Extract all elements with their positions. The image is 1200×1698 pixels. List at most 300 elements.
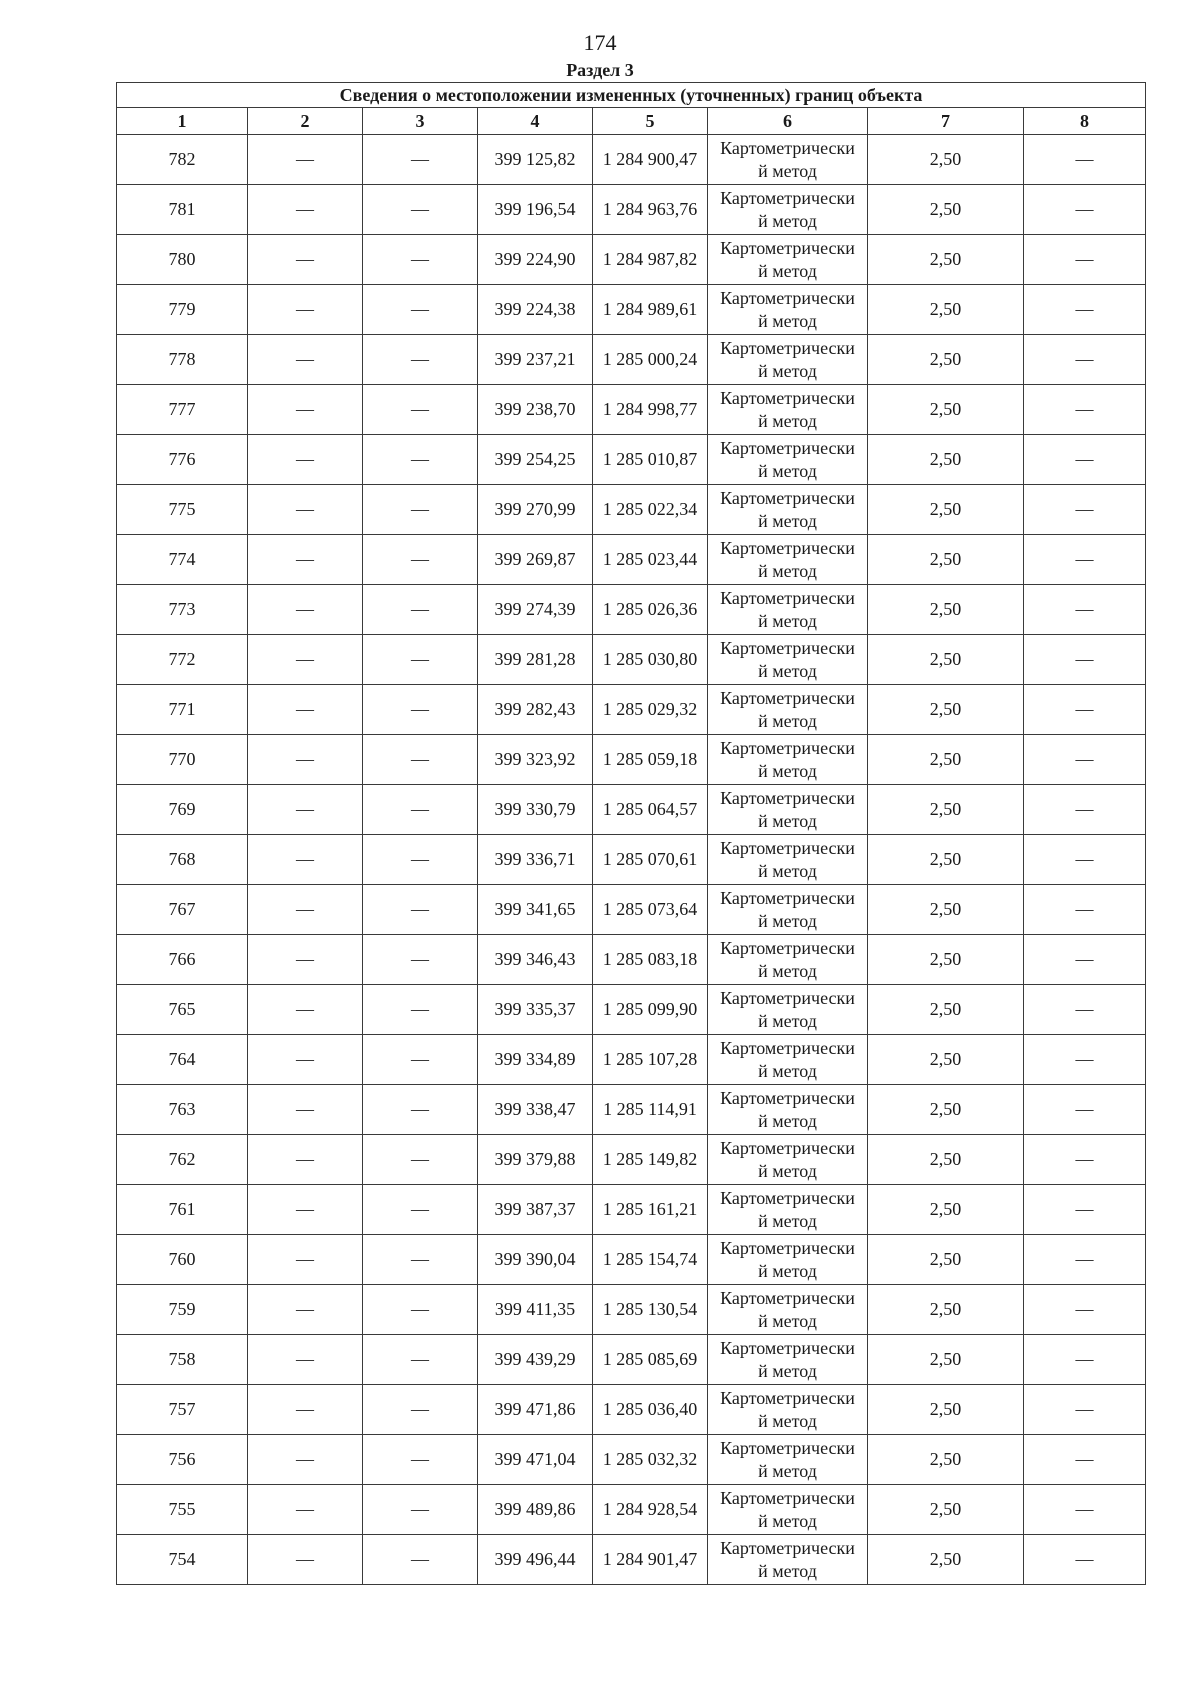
method-cell <box>708 535 868 585</box>
column-8-cell: — <box>1024 935 1146 985</box>
column-8-cell: — <box>1024 485 1146 535</box>
y-coordinate-cell: 1 285 161,21 <box>593 1185 708 1235</box>
accuracy-cell: 2,50 <box>868 1235 1024 1285</box>
column-3-cell: — <box>363 185 478 235</box>
method-cell <box>708 485 868 535</box>
table-body <box>117 135 1146 1585</box>
column-3-cell: — <box>363 685 478 735</box>
page-number: 174 <box>583 30 617 55</box>
column-3-cell: — <box>363 385 478 435</box>
method-cell <box>708 785 868 835</box>
table-row <box>117 585 1146 635</box>
point-number-cell: 761 <box>117 1185 248 1235</box>
method-cell <box>708 935 868 985</box>
column-8-cell: — <box>1024 1035 1146 1085</box>
y-coordinate-cell: 1 285 099,90 <box>593 985 708 1035</box>
column-2-cell: — <box>248 535 363 585</box>
method-line-1: Картометрически <box>720 287 855 308</box>
method-line-1: Картометрически <box>720 1237 855 1258</box>
y-coordinate-cell: 1 285 032,32 <box>593 1435 708 1485</box>
accuracy-cell: 2,50 <box>868 685 1024 735</box>
column-2-cell: — <box>248 1335 363 1385</box>
x-coordinate-cell: 399 274,39 <box>478 585 593 635</box>
method-line-1: Картометрически <box>720 637 855 658</box>
column-header: 4 <box>478 108 593 135</box>
point-number-cell: 772 <box>117 635 248 685</box>
column-8-cell: — <box>1024 335 1146 385</box>
column-3-cell: — <box>363 1285 478 1335</box>
table-row <box>117 1435 1146 1485</box>
method-line-2: й метод <box>758 310 817 331</box>
method-line-2: й метод <box>758 1060 817 1081</box>
y-coordinate-cell: 1 284 928,54 <box>593 1485 708 1535</box>
accuracy-cell: 2,50 <box>868 1535 1024 1585</box>
point-number-cell: 758 <box>117 1335 248 1385</box>
point-number-cell: 771 <box>117 685 248 735</box>
column-8-cell: — <box>1024 435 1146 485</box>
column-3-cell: — <box>363 235 478 285</box>
method-line-2: й метод <box>758 910 817 931</box>
y-coordinate-cell: 1 284 998,77 <box>593 385 708 435</box>
point-number-cell: 775 <box>117 485 248 535</box>
point-number-cell: 754 <box>117 1535 248 1585</box>
y-coordinate-cell: 1 285 023,44 <box>593 535 708 585</box>
column-3-cell: — <box>363 585 478 635</box>
x-coordinate-cell: 399 224,90 <box>478 235 593 285</box>
method-line-2: й метод <box>758 810 817 831</box>
accuracy-cell: 2,50 <box>868 235 1024 285</box>
method-cell <box>708 1035 868 1085</box>
method-line-2: й метод <box>758 160 817 181</box>
accuracy-cell: 2,50 <box>868 1385 1024 1435</box>
point-number-cell: 760 <box>117 1235 248 1285</box>
column-3-cell: — <box>363 285 478 335</box>
method-cell <box>708 885 868 935</box>
table-row <box>117 135 1146 185</box>
x-coordinate-cell: 399 281,28 <box>478 635 593 685</box>
x-coordinate-cell: 399 387,37 <box>478 1185 593 1235</box>
y-coordinate-cell: 1 285 059,18 <box>593 735 708 785</box>
x-coordinate-cell: 399 338,47 <box>478 1085 593 1135</box>
column-8-cell: — <box>1024 585 1146 635</box>
column-3-cell: — <box>363 1535 478 1585</box>
column-2-cell: — <box>248 1385 363 1435</box>
point-number-cell: 759 <box>117 1285 248 1335</box>
method-cell <box>708 1235 868 1285</box>
method-line-2: й метод <box>758 1260 817 1281</box>
column-8-cell: — <box>1024 135 1146 185</box>
method-line-1: Картометрически <box>720 937 855 958</box>
column-header: 5 <box>593 108 708 135</box>
column-2-cell: — <box>248 385 363 435</box>
column-3-cell: — <box>363 985 478 1035</box>
column-8-cell: — <box>1024 185 1146 235</box>
method-line-1: Картометрически <box>720 1537 855 1558</box>
y-coordinate-cell: 1 285 154,74 <box>593 1235 708 1285</box>
method-line-1: Картометрически <box>720 137 855 158</box>
x-coordinate-cell: 399 270,99 <box>478 485 593 535</box>
point-number-cell: 767 <box>117 885 248 935</box>
point-number-cell: 778 <box>117 335 248 385</box>
y-coordinate-cell: 1 285 026,36 <box>593 585 708 635</box>
column-3-cell: — <box>363 485 478 535</box>
method-line-2: й метод <box>758 960 817 981</box>
column-2-cell: — <box>248 135 363 185</box>
y-coordinate-cell: 1 285 000,24 <box>593 335 708 385</box>
x-coordinate-cell: 399 269,87 <box>478 535 593 585</box>
x-coordinate-cell: 399 471,86 <box>478 1385 593 1435</box>
method-line-1: Картометрически <box>720 787 855 808</box>
column-header: 2 <box>248 108 363 135</box>
method-line-1: Картометрически <box>720 537 855 558</box>
point-number-cell: 780 <box>117 235 248 285</box>
column-header: 8 <box>1024 108 1146 135</box>
column-8-cell: — <box>1024 1085 1146 1135</box>
method-cell <box>708 435 868 485</box>
method-cell <box>708 335 868 385</box>
x-coordinate-cell: 399 238,70 <box>478 385 593 435</box>
point-number-cell: 756 <box>117 1435 248 1485</box>
table-row <box>117 735 1146 785</box>
method-line-1: Картометрически <box>720 1287 855 1308</box>
column-3-cell: — <box>363 1435 478 1485</box>
method-cell <box>708 735 868 785</box>
column-3-cell: — <box>363 1385 478 1435</box>
column-2-cell: — <box>248 885 363 935</box>
method-line-2: й метод <box>758 1510 817 1531</box>
table-caption: Сведения о местоположении измененных (уточненных) границ объекта <box>117 83 1146 108</box>
y-coordinate-cell: 1 285 010,87 <box>593 435 708 485</box>
column-2-cell: — <box>248 285 363 335</box>
method-line-2: й метод <box>758 360 817 381</box>
column-3-cell: — <box>363 1135 478 1185</box>
x-coordinate-cell: 399 334,89 <box>478 1035 593 1085</box>
method-cell <box>708 1085 868 1135</box>
method-cell <box>708 1435 868 1485</box>
method-line-1: Картометрически <box>720 1337 855 1358</box>
x-coordinate-cell: 399 282,43 <box>478 685 593 735</box>
accuracy-cell: 2,50 <box>868 1435 1024 1485</box>
method-line-2: й метод <box>758 1210 817 1231</box>
table-row <box>117 1485 1146 1535</box>
accuracy-cell: 2,50 <box>868 1485 1024 1535</box>
y-coordinate-cell: 1 284 963,76 <box>593 185 708 235</box>
x-coordinate-cell: 399 224,38 <box>478 285 593 335</box>
column-3-cell: — <box>363 885 478 935</box>
method-line-1: Картометрически <box>720 237 855 258</box>
column-8-cell: — <box>1024 835 1146 885</box>
table-row <box>117 185 1146 235</box>
method-cell <box>708 985 868 1035</box>
x-coordinate-cell: 399 254,25 <box>478 435 593 485</box>
method-line-1: Картометрически <box>720 1137 855 1158</box>
method-cell <box>708 635 868 685</box>
column-3-cell: — <box>363 1185 478 1235</box>
x-coordinate-cell: 399 379,88 <box>478 1135 593 1185</box>
column-8-cell: — <box>1024 1185 1146 1235</box>
column-2-cell: — <box>248 985 363 1035</box>
method-cell <box>708 1385 868 1435</box>
method-cell <box>708 385 868 435</box>
method-line-2: й метод <box>758 1010 817 1031</box>
x-coordinate-cell: 399 411,35 <box>478 1285 593 1335</box>
column-8-cell: — <box>1024 235 1146 285</box>
y-coordinate-cell: 1 284 987,82 <box>593 235 708 285</box>
coordinates-table <box>116 82 1146 1585</box>
column-2-cell: — <box>248 235 363 285</box>
column-3-cell: — <box>363 1035 478 1085</box>
table-row <box>117 1085 1146 1135</box>
y-coordinate-cell: 1 285 073,64 <box>593 885 708 935</box>
accuracy-cell: 2,50 <box>868 885 1024 935</box>
column-2-cell: — <box>248 485 363 535</box>
accuracy-cell: 2,50 <box>868 285 1024 335</box>
table-row <box>117 1135 1146 1185</box>
column-3-cell: — <box>363 435 478 485</box>
method-line-1: Картометрически <box>720 987 855 1008</box>
column-8-cell: — <box>1024 285 1146 335</box>
column-8-cell: — <box>1024 785 1146 835</box>
point-number-cell: 782 <box>117 135 248 185</box>
column-3-cell: — <box>363 335 478 385</box>
method-line-2: й метод <box>758 1460 817 1481</box>
accuracy-cell: 2,50 <box>868 135 1024 185</box>
y-coordinate-cell: 1 285 029,32 <box>593 685 708 735</box>
accuracy-cell: 2,50 <box>868 785 1024 835</box>
accuracy-cell: 2,50 <box>868 535 1024 585</box>
x-coordinate-cell: 399 471,04 <box>478 1435 593 1485</box>
method-line-2: й метод <box>758 210 817 231</box>
column-8-cell: — <box>1024 1285 1146 1335</box>
accuracy-cell: 2,50 <box>868 835 1024 885</box>
x-coordinate-cell: 399 125,82 <box>478 135 593 185</box>
x-coordinate-cell: 399 336,71 <box>478 835 593 885</box>
table-row <box>117 1385 1146 1435</box>
x-coordinate-cell: 399 489,86 <box>478 1485 593 1535</box>
table-row <box>117 335 1146 385</box>
table-row <box>117 1235 1146 1285</box>
point-number-cell: 779 <box>117 285 248 335</box>
method-cell <box>708 1535 868 1585</box>
method-cell <box>708 585 868 635</box>
column-2-cell: — <box>248 1535 363 1585</box>
point-number-cell: 764 <box>117 1035 248 1085</box>
column-2-cell: — <box>248 585 363 635</box>
point-number-cell: 774 <box>117 535 248 585</box>
method-line-2: й метод <box>758 1560 817 1581</box>
table-row <box>117 685 1146 735</box>
point-number-cell: 766 <box>117 935 248 985</box>
column-2-cell: — <box>248 1485 363 1535</box>
column-header: 6 <box>708 108 868 135</box>
table-row <box>117 935 1146 985</box>
accuracy-cell: 2,50 <box>868 1185 1024 1235</box>
column-header: 1 <box>117 108 248 135</box>
column-8-cell: — <box>1024 635 1146 685</box>
column-8-cell: — <box>1024 985 1146 1035</box>
y-coordinate-cell: 1 285 036,40 <box>593 1385 708 1435</box>
method-line-1: Картометрически <box>720 437 855 458</box>
column-3-cell: — <box>363 735 478 785</box>
column-2-cell: — <box>248 685 363 735</box>
method-line-1: Картометрически <box>720 387 855 408</box>
point-number-cell: 781 <box>117 185 248 235</box>
column-8-cell: — <box>1024 1485 1146 1535</box>
accuracy-cell: 2,50 <box>868 485 1024 535</box>
method-cell <box>708 235 868 285</box>
section-title: Раздел 3 <box>566 60 634 80</box>
point-number-cell: 765 <box>117 985 248 1035</box>
y-coordinate-cell: 1 284 900,47 <box>593 135 708 185</box>
x-coordinate-cell: 399 346,43 <box>478 935 593 985</box>
method-cell <box>708 1135 868 1185</box>
column-3-cell: — <box>363 1335 478 1385</box>
column-8-cell: — <box>1024 535 1146 585</box>
method-cell <box>708 835 868 885</box>
method-line-2: й метод <box>758 1310 817 1331</box>
method-line-1: Картометрически <box>720 1037 855 1058</box>
column-2-cell: — <box>248 1435 363 1485</box>
table-row <box>117 1185 1146 1235</box>
column-8-cell: — <box>1024 1335 1146 1385</box>
method-line-2: й метод <box>758 1160 817 1181</box>
table-row <box>117 385 1146 435</box>
column-3-cell: — <box>363 635 478 685</box>
column-8-cell: — <box>1024 1535 1146 1585</box>
method-cell <box>708 1335 868 1385</box>
method-line-2: й метод <box>758 610 817 631</box>
y-coordinate-cell: 1 285 064,57 <box>593 785 708 835</box>
accuracy-cell: 2,50 <box>868 735 1024 785</box>
method-cell <box>708 1285 868 1335</box>
y-coordinate-cell: 1 285 083,18 <box>593 935 708 985</box>
column-8-cell: — <box>1024 685 1146 735</box>
point-number-cell: 776 <box>117 435 248 485</box>
table-row <box>117 485 1146 535</box>
method-line-2: й метод <box>758 260 817 281</box>
column-8-cell: — <box>1024 1235 1146 1285</box>
column-2-cell: — <box>248 1085 363 1135</box>
method-line-1: Картометрически <box>720 737 855 758</box>
method-line-2: й метод <box>758 760 817 781</box>
point-number-cell: 773 <box>117 585 248 635</box>
method-line-2: й метод <box>758 410 817 431</box>
accuracy-cell: 2,50 <box>868 935 1024 985</box>
method-line-1: Картометрически <box>720 1087 855 1108</box>
y-coordinate-cell: 1 285 114,91 <box>593 1085 708 1135</box>
y-coordinate-cell: 1 285 149,82 <box>593 1135 708 1185</box>
column-3-cell: — <box>363 785 478 835</box>
x-coordinate-cell: 399 496,44 <box>478 1535 593 1585</box>
y-coordinate-cell: 1 285 030,80 <box>593 635 708 685</box>
method-cell <box>708 1485 868 1535</box>
accuracy-cell: 2,50 <box>868 585 1024 635</box>
x-coordinate-cell: 399 439,29 <box>478 1335 593 1385</box>
point-number-cell: 768 <box>117 835 248 885</box>
column-2-cell: — <box>248 1035 363 1085</box>
column-8-cell: — <box>1024 1385 1146 1435</box>
method-line-1: Картометрически <box>720 487 855 508</box>
accuracy-cell: 2,50 <box>868 1035 1024 1085</box>
table-row <box>117 1285 1146 1335</box>
column-8-cell: — <box>1024 735 1146 785</box>
table-row <box>117 1035 1146 1085</box>
table-row <box>117 235 1146 285</box>
table-row <box>117 535 1146 585</box>
column-2-cell: — <box>248 735 363 785</box>
method-line-1: Картометрически <box>720 1437 855 1458</box>
accuracy-cell: 2,50 <box>868 635 1024 685</box>
table-row <box>117 985 1146 1035</box>
column-2-cell: — <box>248 1135 363 1185</box>
column-3-cell: — <box>363 535 478 585</box>
column-2-cell: — <box>248 335 363 385</box>
y-coordinate-cell: 1 284 989,61 <box>593 285 708 335</box>
table-row <box>117 285 1146 335</box>
column-3-cell: — <box>363 135 478 185</box>
column-8-cell: — <box>1024 385 1146 435</box>
y-coordinate-cell: 1 285 130,54 <box>593 1285 708 1335</box>
method-cell <box>708 135 868 185</box>
method-line-2: й метод <box>758 460 817 481</box>
point-number-cell: 755 <box>117 1485 248 1535</box>
method-line-2: й метод <box>758 1410 817 1431</box>
column-2-cell: — <box>248 785 363 835</box>
method-line-1: Картометрически <box>720 1187 855 1208</box>
accuracy-cell: 2,50 <box>868 1285 1024 1335</box>
method-line-1: Картометрически <box>720 337 855 358</box>
x-coordinate-cell: 399 335,37 <box>478 985 593 1035</box>
table-row <box>117 635 1146 685</box>
column-2-cell: — <box>248 935 363 985</box>
x-coordinate-cell: 399 196,54 <box>478 185 593 235</box>
point-number-cell: 763 <box>117 1085 248 1135</box>
column-2-cell: — <box>248 185 363 235</box>
column-2-cell: — <box>248 1235 363 1285</box>
table-row <box>117 885 1146 935</box>
table-row <box>117 785 1146 835</box>
column-2-cell: — <box>248 1285 363 1335</box>
method-line-1: Картометрически <box>720 187 855 208</box>
point-number-cell: 769 <box>117 785 248 835</box>
method-line-1: Картометрически <box>720 687 855 708</box>
column-2-cell: — <box>248 835 363 885</box>
column-3-cell: — <box>363 1235 478 1285</box>
column-header: 3 <box>363 108 478 135</box>
method-line-2: й метод <box>758 860 817 881</box>
point-number-cell: 770 <box>117 735 248 785</box>
table-row <box>117 1335 1146 1385</box>
table-row <box>117 835 1146 885</box>
column-header: 7 <box>868 108 1024 135</box>
accuracy-cell: 2,50 <box>868 1335 1024 1385</box>
method-line-2: й метод <box>758 560 817 581</box>
column-3-cell: — <box>363 935 478 985</box>
point-number-cell: 762 <box>117 1135 248 1185</box>
method-cell <box>708 1185 868 1235</box>
accuracy-cell: 2,50 <box>868 435 1024 485</box>
point-number-cell: 757 <box>117 1385 248 1435</box>
method-cell <box>708 185 868 235</box>
column-8-cell: — <box>1024 1135 1146 1185</box>
column-header-row <box>117 108 1146 135</box>
method-line-2: й метод <box>758 660 817 681</box>
method-line-1: Картометрически <box>720 837 855 858</box>
point-number-cell: 777 <box>117 385 248 435</box>
column-2-cell: — <box>248 435 363 485</box>
y-coordinate-cell: 1 284 901,47 <box>593 1535 708 1585</box>
column-2-cell: — <box>248 635 363 685</box>
